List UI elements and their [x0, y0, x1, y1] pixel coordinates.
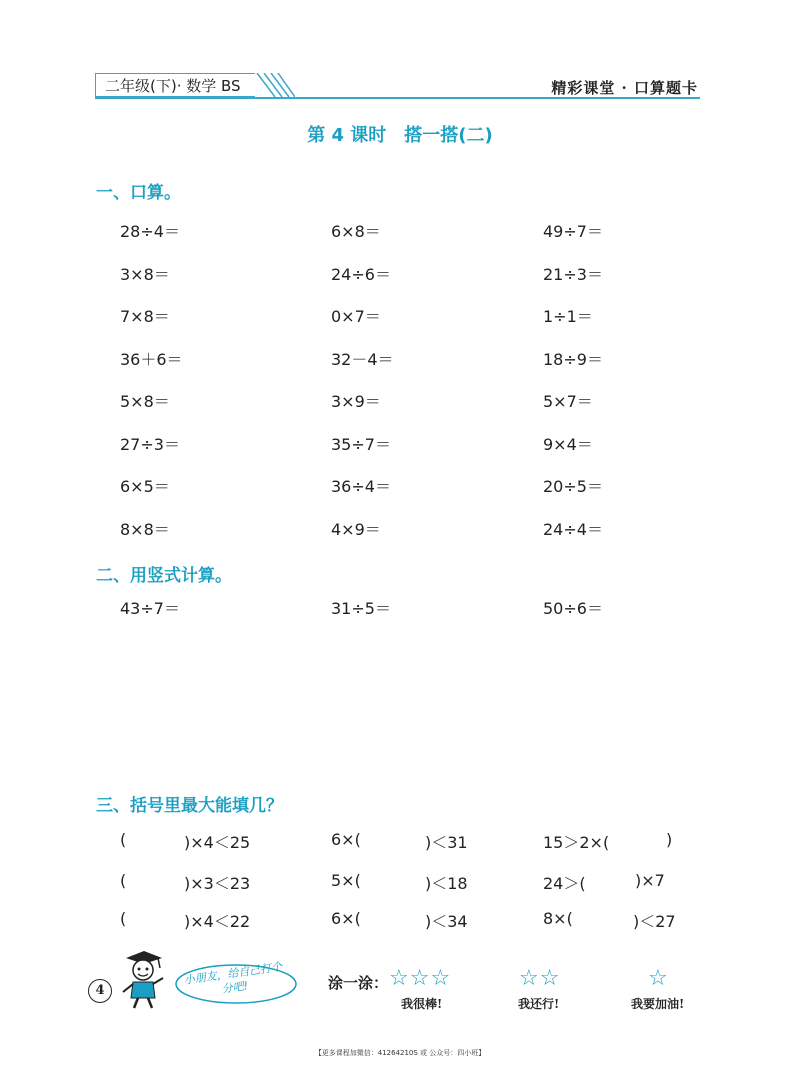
lesson-name: 搭一搭(二) [404, 125, 493, 146]
rating-label: 我还行! [518, 997, 560, 1011]
star-icon[interactable]: ☆ [519, 966, 539, 991]
star-icon[interactable]: ☆ [430, 966, 451, 991]
rating-label: 我很棒! [401, 997, 443, 1011]
oral-calc-item: 6×5＝ [120, 477, 170, 496]
lesson-number: 第 4 课时 [307, 125, 387, 146]
bracket-right-part: )×4＜25 [184, 833, 251, 852]
oral-calc-item: 18÷9＝ [543, 349, 603, 369]
bracket-left-part: ( [120, 909, 127, 928]
oral-calc-item: 24÷6＝ [331, 264, 391, 284]
header-grade: 二年级(下)· 数学 BS [105, 77, 241, 95]
oral-calc-item: 32－4＝ [331, 349, 394, 369]
mascot-icon [118, 948, 168, 1010]
rating-stars[interactable] [389, 968, 450, 990]
oral-calc-item: 8×8＝ [120, 519, 170, 539]
bracket-left-part: 5×( [331, 871, 361, 890]
bracket-left-part: 15＞2×( [543, 833, 610, 852]
bracket-left-part: 6×( [331, 909, 361, 928]
oral-calc-item: 3×8＝ [120, 264, 170, 284]
section-1-title: 一、口算。 [96, 183, 181, 203]
oral-calc-item: 21÷3＝ [543, 264, 603, 284]
bracket-right-part: )＜18 [425, 874, 468, 893]
rating-stars[interactable] [648, 968, 668, 990]
bracket-right-part: )×4＜22 [184, 912, 251, 931]
bracket-right-part: )＜27 [633, 912, 676, 931]
page-number: 4 [88, 979, 112, 1003]
oral-calc-item: 20÷5＝ [543, 477, 603, 496]
oral-calc-item: 0×7＝ [331, 307, 381, 326]
self-rate-label: 涂一涂： [328, 974, 389, 992]
oral-calc-item: 36÷4＝ [331, 477, 391, 496]
bracket-right-part: )＜31 [425, 833, 468, 852]
star-icon[interactable]: ☆ [389, 966, 409, 991]
bracket-right-part: )×7 [635, 871, 665, 890]
header-grade-box [95, 73, 295, 97]
vertical-calc-item: 31÷5＝ [331, 599, 391, 618]
star-icon[interactable]: ☆ [539, 966, 560, 991]
star-icon[interactable]: ☆ [409, 966, 430, 991]
oral-calc-item: 36＋6＝ [120, 349, 183, 369]
oral-calc-item: 27÷3＝ [120, 434, 180, 454]
vertical-calc-item: 50÷6＝ [543, 599, 603, 618]
bracket-right-part: ) [666, 830, 673, 849]
bracket-left-part: 6×( [331, 830, 361, 849]
oral-calc-item: 3×9＝ [331, 392, 381, 411]
oral-calc-item: 4×9＝ [331, 519, 381, 539]
oral-calc-item: 5×8＝ [120, 392, 170, 411]
bracket-left-part: 24＞( [543, 874, 586, 893]
rating-label: 我要加油! [631, 997, 685, 1011]
bracket-right-part: )＜34 [425, 912, 468, 931]
section-2-title: 二、用竖式计算。 [96, 566, 232, 586]
oral-calc-item: 24÷4＝ [543, 519, 603, 539]
oral-calc-item: 28÷4＝ [120, 222, 180, 241]
oral-calc-item: 49÷7＝ [543, 222, 603, 241]
oral-calc-item: 1÷1＝ [543, 307, 593, 326]
header-series: 精彩课堂 · 口算题卡 [551, 79, 698, 97]
bottom-note: 【更多课程加微信：41264210S 或 公众号：四小班】 [314, 1049, 486, 1057]
oral-calc-item: 6×8＝ [331, 222, 381, 241]
bracket-left-part: ( [120, 871, 127, 890]
star-icon[interactable]: ☆ [648, 966, 668, 991]
oral-calc-item: 5×7＝ [543, 392, 593, 411]
bubble-text: 小朋友，给自己打个分吧! [183, 960, 283, 996]
oral-calc-item: 35÷7＝ [331, 434, 391, 454]
lesson-title [0, 121, 800, 147]
vertical-calc-item: 43÷7＝ [120, 599, 180, 618]
rating-stars[interactable] [519, 968, 559, 990]
bracket-right-part: )×3＜23 [184, 874, 251, 893]
section-3-title: 三、括号里最大能填几？ [96, 796, 283, 816]
oral-calc-item: 7×8＝ [120, 307, 170, 326]
bracket-left-part: 8×( [543, 909, 573, 928]
bracket-left-part: ( [120, 830, 127, 849]
header-stripes [255, 73, 295, 97]
oral-calc-item: 9×4＝ [543, 434, 593, 454]
